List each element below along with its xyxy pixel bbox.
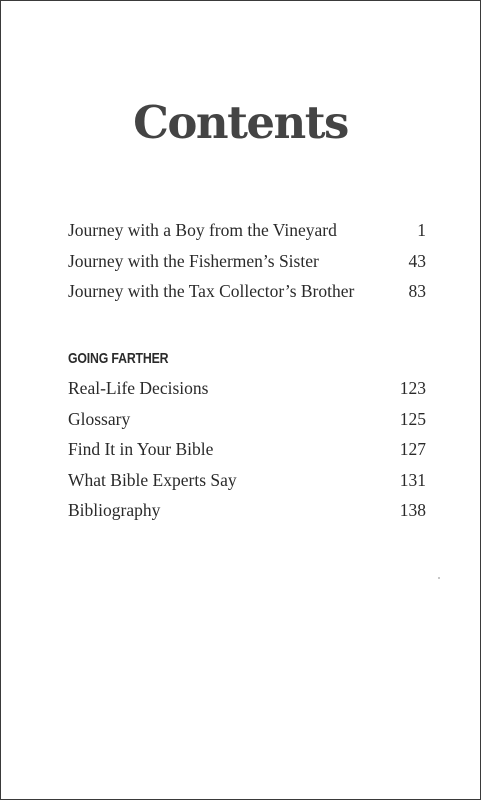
toc-main-list xyxy=(68,215,426,307)
paper-speck xyxy=(438,577,440,579)
toc-entry xyxy=(68,276,426,307)
section-heading: GOING FARTHER xyxy=(68,350,169,367)
toc-entry-label: Real-Life Decisions xyxy=(68,378,209,398)
toc-entry xyxy=(68,215,426,246)
toc-entry-page: 127 xyxy=(399,439,426,459)
toc-entry-page: 43 xyxy=(408,250,426,271)
toc-entry-label: Journey with the Fishermen’s Sister xyxy=(68,250,319,271)
toc-entry xyxy=(68,434,426,465)
toc-entry-page: 131 xyxy=(399,469,426,490)
toc-entry-label: Journey with the Tax Collector’s Brother xyxy=(68,281,355,301)
toc-entry-label: What Bible Experts Say xyxy=(68,469,237,490)
toc-entry xyxy=(68,373,426,404)
toc-entry-page: 125 xyxy=(399,408,426,429)
toc-entry xyxy=(68,404,426,435)
toc-entry xyxy=(68,465,426,496)
toc-entry-label: Bibliography xyxy=(68,500,161,520)
toc-entry xyxy=(68,246,426,277)
toc-going-farther-list xyxy=(68,345,426,526)
toc-entry-label: Find It in Your Bible xyxy=(68,439,214,459)
page-title: Contents xyxy=(133,96,348,149)
toc-entry-label: Journey with a Boy from the Vineyard xyxy=(68,220,337,240)
toc-entry-page: 123 xyxy=(399,378,426,398)
toc-entry-page: 138 xyxy=(399,500,426,520)
toc-entry-page: 83 xyxy=(408,281,426,301)
toc-entry xyxy=(68,495,426,526)
toc-entry-label: Glossary xyxy=(68,408,131,429)
toc-entry-page: 1 xyxy=(417,220,426,240)
